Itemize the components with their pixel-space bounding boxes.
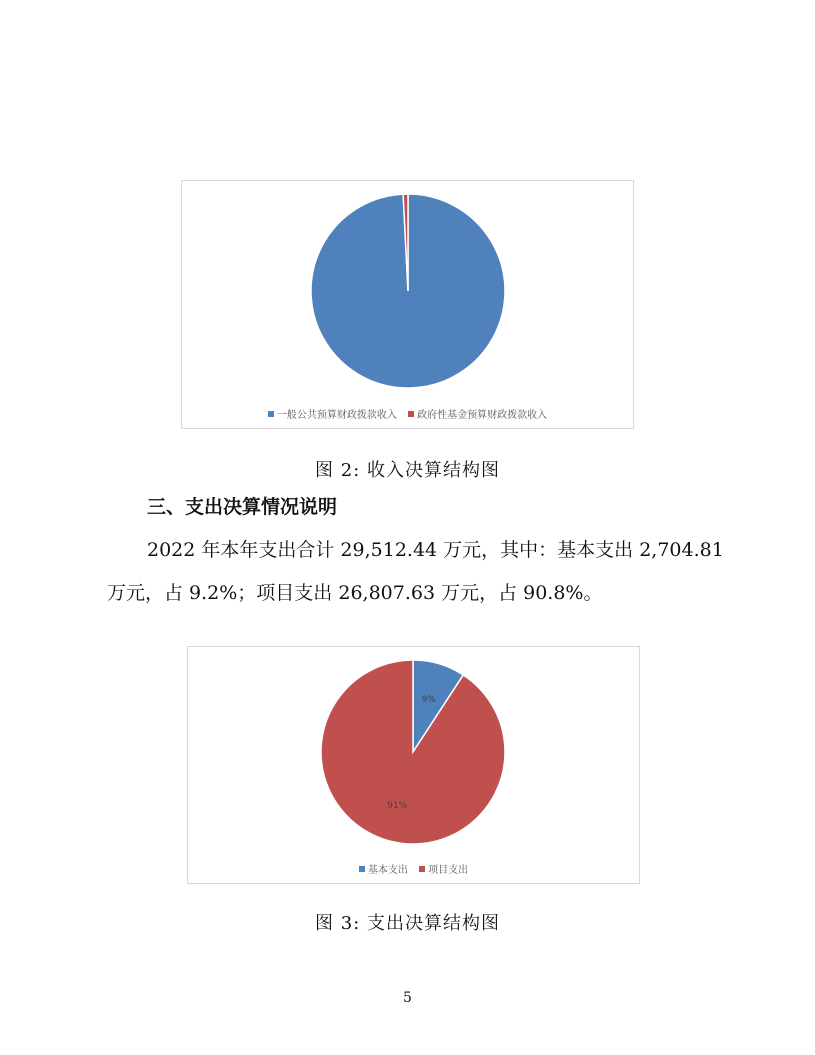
figure-3-caption: 图 3: 支出决算结构图: [315, 913, 500, 934]
expenditure-paragraph-line-2: 万元，占 9.2%；项目支出 26,807.63 万元，占 90.8%。: [107, 582, 603, 604]
expenditure-structure-chart: [187, 646, 640, 884]
expenditure-pie-chart: [188, 647, 639, 883]
section-heading: 三、支出决算情况说明: [147, 496, 338, 518]
income-pie-chart: [182, 181, 633, 428]
legend-label: 基本支出: [367, 865, 408, 876]
legend-label: 政府性基金预算财政拨款收入: [417, 410, 548, 421]
income-structure-chart: [181, 180, 634, 429]
pie-data-label-1: 9%: [421, 695, 436, 706]
figure-2-caption: 图 2: 收入决算结构图: [315, 460, 500, 481]
legend-label: 一般公共预算财政拨款收入: [276, 410, 397, 421]
page-number: 5: [403, 990, 412, 1006]
legend-label: 项目支出: [428, 865, 469, 876]
legend-item-project: [419, 861, 468, 876]
pie-slice-2: [321, 660, 505, 844]
legend-item-general-budget: [268, 406, 397, 421]
legend-item-basic: [359, 861, 408, 876]
legend-item-fund-budget: [408, 406, 547, 421]
income-chart-legend: [182, 406, 633, 421]
expenditure-chart-legend: [188, 861, 639, 876]
pie-data-label-2: 91%: [387, 800, 408, 811]
expenditure-paragraph-line-1: 2022 年本年支出合计 29,512.44 万元，其中：基本支出 2,704.81: [147, 539, 724, 561]
